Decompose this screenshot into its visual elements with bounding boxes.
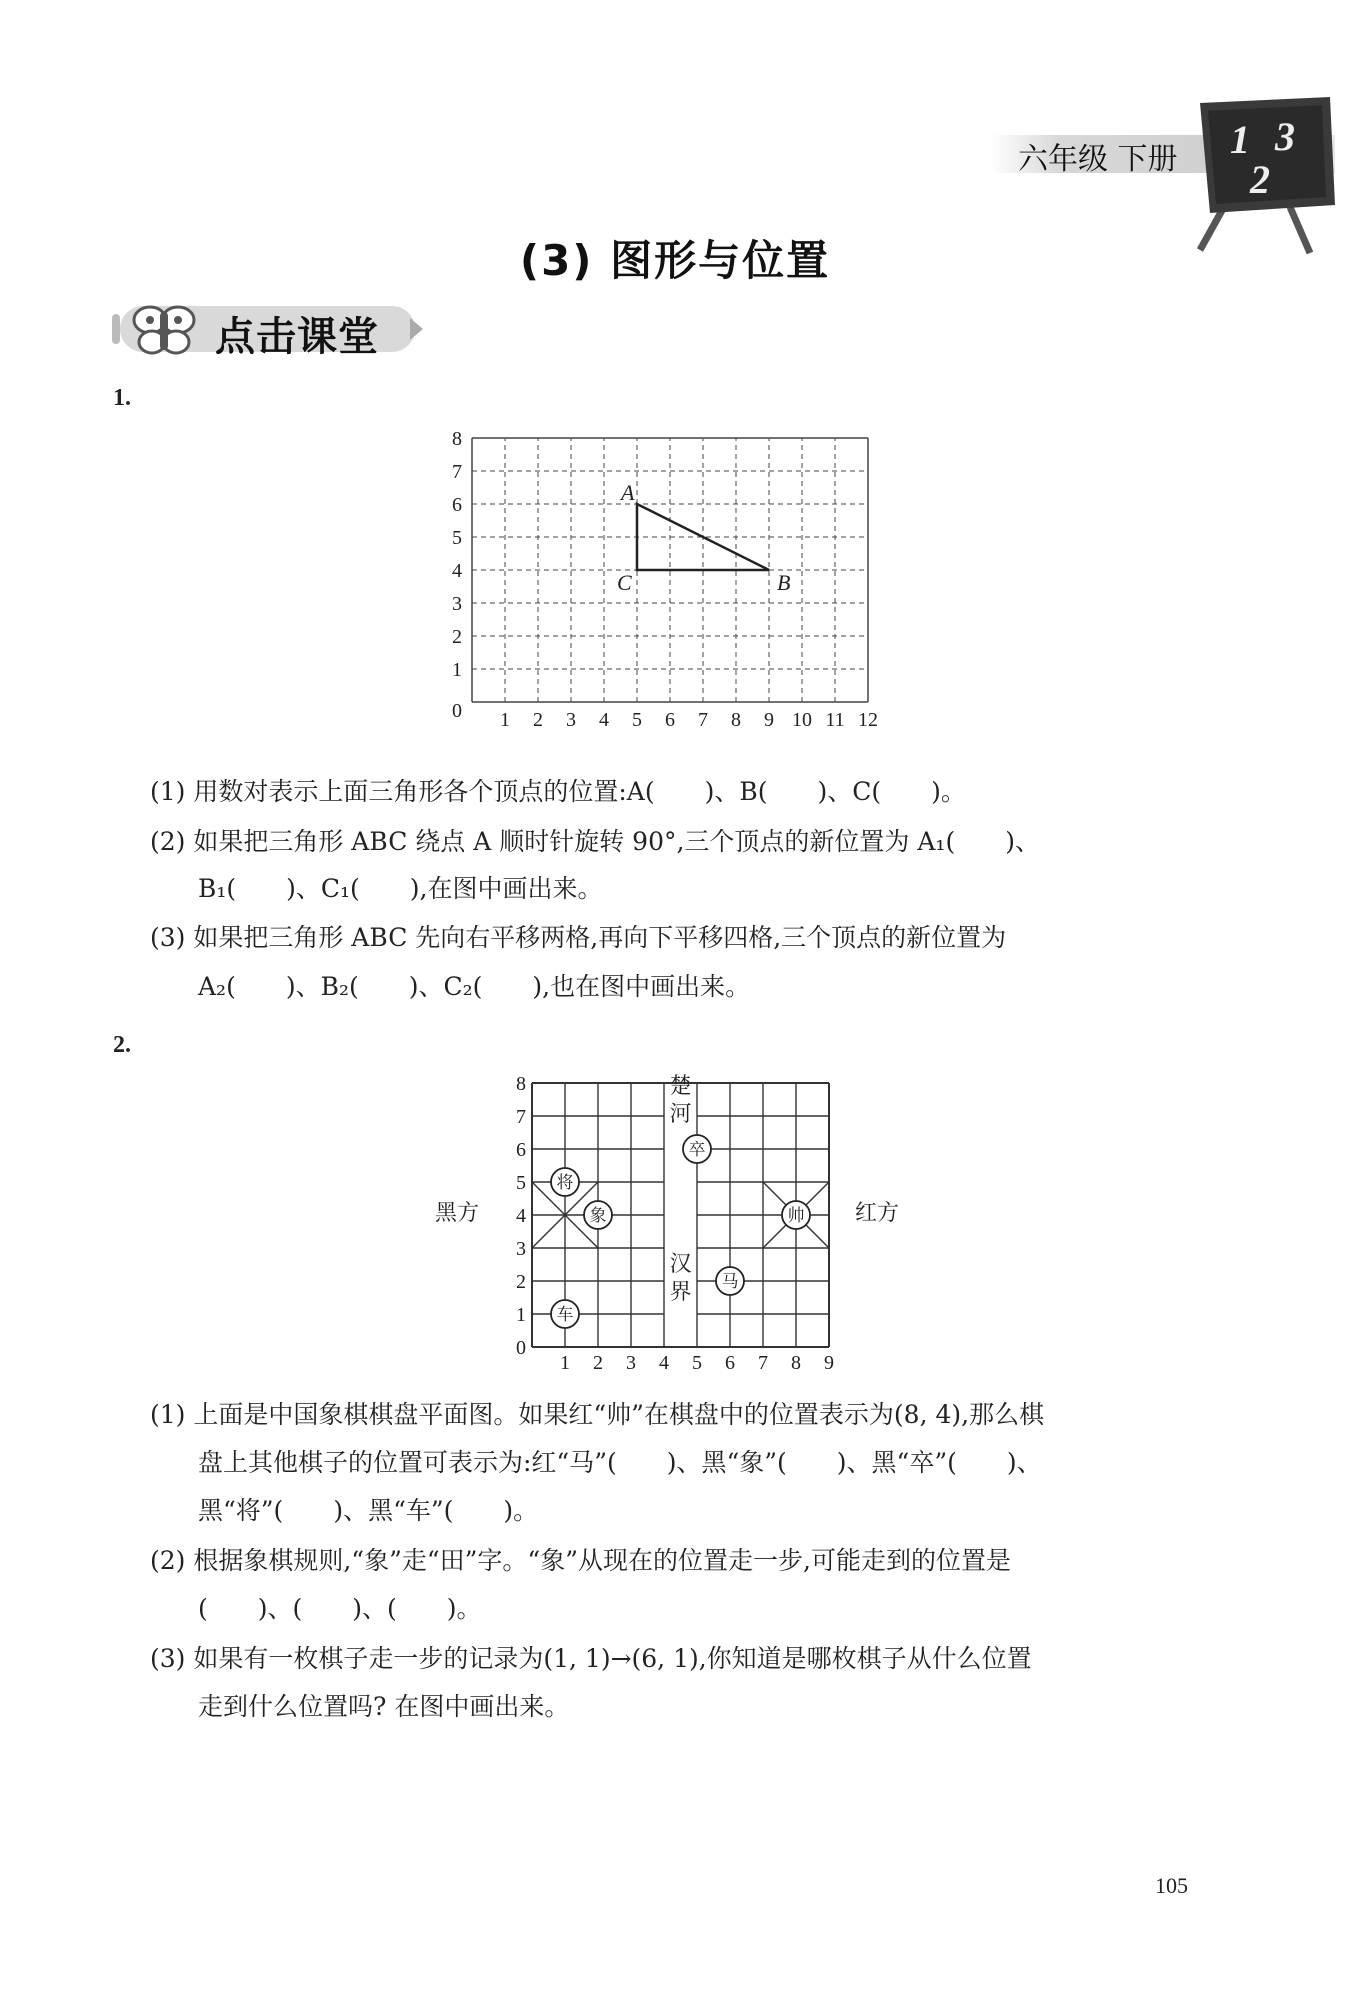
board-digit: 3: [1275, 114, 1295, 159]
x-tick-label: 2: [593, 1352, 603, 1374]
q2-part2-line1: (2) 根据象棋规则,“象”走“田”字。“象”从现在的位置走一步,可能走到的位置是: [150, 1546, 1011, 1575]
y-tick-label: 2: [452, 626, 462, 648]
grade-label: 六年级 下册: [1018, 142, 1178, 177]
x-tick-label: 1: [500, 709, 510, 731]
chess-piece: [551, 1168, 579, 1196]
y-tick-label: 8: [516, 1073, 526, 1095]
vertex-label: A: [621, 480, 635, 505]
piece-label: 帅: [787, 1206, 805, 1225]
y-tick-label: 6: [452, 494, 462, 516]
y-tick-label: 5: [516, 1172, 526, 1194]
x-tick-label: 8: [791, 1352, 801, 1374]
q1-part3-line2: A₂( )、B₂( )、C₂( ),也在图中画出来。: [198, 972, 751, 1001]
board-digit: 2: [1250, 157, 1270, 202]
q1-part2-line1: (2) 如果把三角形 ABC 绕点 A 顺时针旋转 90°,三个顶点的新位置为 A₁( )、: [150, 827, 1040, 856]
red-side-label: 红方: [855, 1201, 900, 1226]
y-tick-label: 4: [452, 560, 462, 582]
vertex-label: B: [777, 570, 791, 595]
y-tick-label: 8: [452, 428, 462, 450]
piece-label: 卒: [688, 1140, 706, 1159]
q1-part1: (1) 用数对表示上面三角形各个顶点的位置:A( )、B( )、C( )。: [150, 777, 966, 806]
x-tick-label: 7: [758, 1352, 768, 1374]
x-tick-label: 1: [560, 1352, 570, 1374]
y-tick-label: 2: [516, 1271, 526, 1293]
river-label: 河: [669, 1100, 692, 1126]
q2-part2-line2: ( )、( )、( )。: [198, 1594, 482, 1623]
butterfly-icon: [134, 307, 194, 353]
river-label: 界: [669, 1279, 692, 1305]
x-tick-label: 3: [626, 1352, 636, 1374]
chess-piece: [683, 1135, 711, 1163]
x-tick-label: 9: [824, 1352, 834, 1374]
y-tick-label: 1: [516, 1304, 526, 1326]
coordinate-grid: [420, 420, 900, 740]
question-number: 1.: [113, 385, 131, 411]
y-tick-label: 7: [452, 461, 462, 483]
piece-label: 车: [556, 1305, 574, 1324]
chess-piece: [782, 1201, 810, 1229]
y-tick-label: 0: [516, 1337, 526, 1359]
section-banner-title: 点击课堂: [215, 314, 379, 360]
x-tick-label: 12: [858, 709, 878, 731]
x-tick-label: 7: [698, 709, 708, 731]
black-side-label: 黑方: [435, 1201, 480, 1226]
q2-part3-line1: (3) 如果有一枚棋子走一步的记录为(1, 1)→(6, 1),你知道是哪枚棋子从什么位置: [150, 1644, 1032, 1673]
piece-label: 象: [589, 1206, 607, 1225]
q2-part1-line3: 黑“将”( )、黑“车”( )。: [198, 1496, 539, 1525]
x-tick-label: 6: [665, 709, 675, 731]
y-tick-label: 3: [452, 593, 462, 615]
question-number: 2.: [113, 1032, 131, 1058]
y-tick-label: 7: [516, 1106, 526, 1128]
q1-part2-line2: B₁( )、C₁( ),在图中画出来。: [198, 874, 603, 903]
x-tick-label: 2: [533, 709, 543, 731]
lesson-title: (3) 图形与位置: [519, 236, 831, 285]
page-number: 105: [1155, 1873, 1188, 1898]
q1-part3-line1: (3) 如果把三角形 ABC 先向右平移两格,再向下平移四格,三个顶点的新位置为: [150, 923, 1007, 952]
chess-piece: [584, 1201, 612, 1229]
x-tick-label: 10: [792, 709, 812, 731]
x-tick-label: 8: [731, 709, 741, 731]
chess-board: [500, 1065, 850, 1385]
y-tick-label: 3: [516, 1238, 526, 1260]
chess-piece: [716, 1267, 744, 1295]
board-digit: 1: [1230, 117, 1250, 162]
chess-piece: [551, 1300, 579, 1328]
y-tick-label: 1: [452, 659, 462, 681]
river-label: 楚: [669, 1072, 692, 1098]
q2-part3-line2: 走到什么位置吗? 在图中画出来。: [198, 1692, 570, 1721]
piece-label: 马: [721, 1272, 739, 1291]
y-tick-label: 6: [516, 1139, 526, 1161]
q2-part1-line2: 盘上其他棋子的位置可表示为:红“马”( )、黑“象”( )、黑“卒”( )、: [198, 1448, 1042, 1477]
x-tick-label: 4: [659, 1352, 669, 1374]
vertex-label: C: [617, 570, 632, 595]
x-tick-label: 3: [566, 709, 576, 731]
y-tick-label: 4: [516, 1205, 526, 1227]
x-tick-label: 5: [632, 709, 642, 731]
y-tick-label: 5: [452, 527, 462, 549]
river-label: 汉: [669, 1251, 692, 1277]
x-tick-label: 6: [725, 1352, 735, 1374]
y-tick-label: 0: [452, 700, 462, 722]
x-tick-label: 11: [825, 709, 845, 731]
q2-part1-line1: (1) 上面是中国象棋棋盘平面图。如果红“帅”在棋盘中的位置表示为(8, 4),那么棋: [150, 1400, 1045, 1429]
x-tick-label: 9: [764, 709, 774, 731]
x-tick-label: 4: [599, 709, 609, 731]
x-tick-label: 5: [692, 1352, 702, 1374]
piece-label: 将: [556, 1173, 574, 1192]
